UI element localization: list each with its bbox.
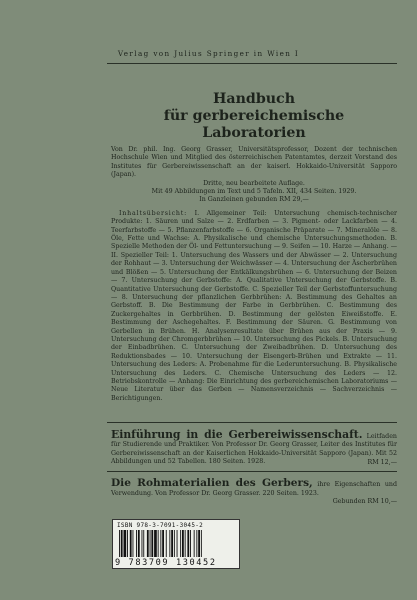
isbn-barcode-box (112, 519, 240, 569)
handbuch-contents (111, 210, 397, 403)
einfuehrung-description: Leitfaden für Studierende und Praktiker. Von Professor Dr. Georg Grasser, Leiter des Institutes für Gerbereiwissenschaft an der Kaiserlichen Hokkaido-Universität Sapporo (Japan). Mit 52 Abbildungen und 52 Tabellen. 180 Seiten. 1928. (111, 433, 397, 466)
einfuehrung-section (111, 428, 397, 467)
rohmaterialien-title: Die Rohmaterialien des Gerbers, (111, 477, 313, 489)
handbuch-price: In Ganzleinen gebunden RM 29,— (199, 196, 309, 204)
divider-middle (107, 422, 397, 423)
divider-lower (107, 471, 397, 472)
handbuch-title-line2: für gerbereichemische Laboratorien (163, 108, 345, 141)
handbuch-author: Von Dr. phil. Ing. Georg Grasser, Universitätsprofessor, Dozent der technischen Hochschule Wien und Mitglied des österreichischen Patentamtes, derzeit Vorstand des Institutes für Gerbereiwissenschaft an der kaiserl. Hokkaido-Universität Sapporo (Japan). (111, 146, 397, 179)
rohmaterialien-description: ihre Eigenschaften und Verwendung. Von Professor Dr. Georg Grasser. 220 Seiten. 1923. (111, 481, 397, 497)
rohmaterialien-text (111, 477, 397, 498)
rohmaterialien-section (111, 477, 397, 507)
handbuch-details: Mit 49 Abbildungen im Text und 5 Tafeln. XII, 434 Seiten. 1929. (151, 188, 357, 196)
einfuehrung-title: Einführung in die Gerbereiwissenschaft. (111, 428, 363, 441)
einfuehrung-price: RM 12,— (367, 458, 397, 466)
isbn-label: ISBN 978-3-7091-3045-2 (117, 522, 204, 529)
publisher-line: Verlag von Julius Springer in Wien I (117, 49, 300, 58)
handbuch-edition: Dritte, neu bearbeitete Auflage. (203, 179, 305, 187)
contents-text: I. Allgemeiner Teil: Untersuchung chemisch-technischer Produkte: 1. Säuren und Salze — 2. Erdfarben — 3. Pigment- oder Lackfarben — 4. Teerfarbstoffe — 5. Pflanzenfarbstoffe — 6. Organische Präparate — 7. Mineralöle — 8. Öle, Fette und Wachse: A. Physikalische und chemische Untersuchungsmethoden. B. Spezielle Methoden der Öl- und Fettuntersuchung — 9. Seifen — 10. Harze — Anhang. — II. Spezieller Teil: 1. Untersuchung des Wassers und der Abwässer — 2. Untersuchung der Rohhaut — 3. Untersuchung der Weichwässer — 4. Untersuchung der Äscherbrühen und Blößen — 5. Untersuchung der Entkälkungsbrühen — 6. Untersuchung der Beizen — 7. Untersuchung der Gerbstoffe: A. Qualitative Untersuchung der Gerbstoffe. B. Quantitative Untersuchung der Gerbstoffe. C. Spezieller Teil der Gerbstoffuntersuchung — 8. Untersuchung der pflanzlichen Gerbbrühen: A. Bestimmung des Gehaltes an Gerbstoff. B. Die Bestimmung der Farbe in Gerbbrühen. C. Bestimmung des Zuckergehaltes in Gerbbrühen. D. Bestimmung der gelösten Eiweißstoffe. E. Bestimmung der Aschegehaltes. F. Bestimmung der Säuren. G. Bestimmung von Gerbellen in Brühen. H. Analysenresultate über Brühen aus der Praxis — 9. Untersuchung der Chromgerbbrühen — 10. Untersuchung des Pickels. B. Untersuchung der Einbadbrühen. C. Untersuchung der Zweibadbrühen. D. Untersuchung des Reduktionsbades — 10. Untersuchung der Eisengerb-Brühen und Extrakte — 11. Untersuchung des Leders: A. Probenahme für die Lederuntersuchung. B. Physikalische Untersuchung des Leders. C. Chemische Untersuchung des Leders — 12. Betriebskontrolle — Anhang: Die Einrichtung des gerbereichemischen Laboratoriums — Neue Literatur über das Gerben — Namensverzeichnis — Sachverzeichnis — Berichtigungen. (111, 209, 397, 402)
barcode-icon (117, 530, 235, 557)
handbuch-title-line1: Handbuch (212, 91, 296, 107)
isbn-digits: 9 783709 130452 (115, 558, 217, 568)
handbuch-section (111, 91, 397, 403)
divider-top (107, 63, 397, 64)
rohmaterialien-price: Gebunden RM 10,— (332, 498, 397, 506)
contents-label: Inhaltsübersicht: (119, 209, 188, 217)
